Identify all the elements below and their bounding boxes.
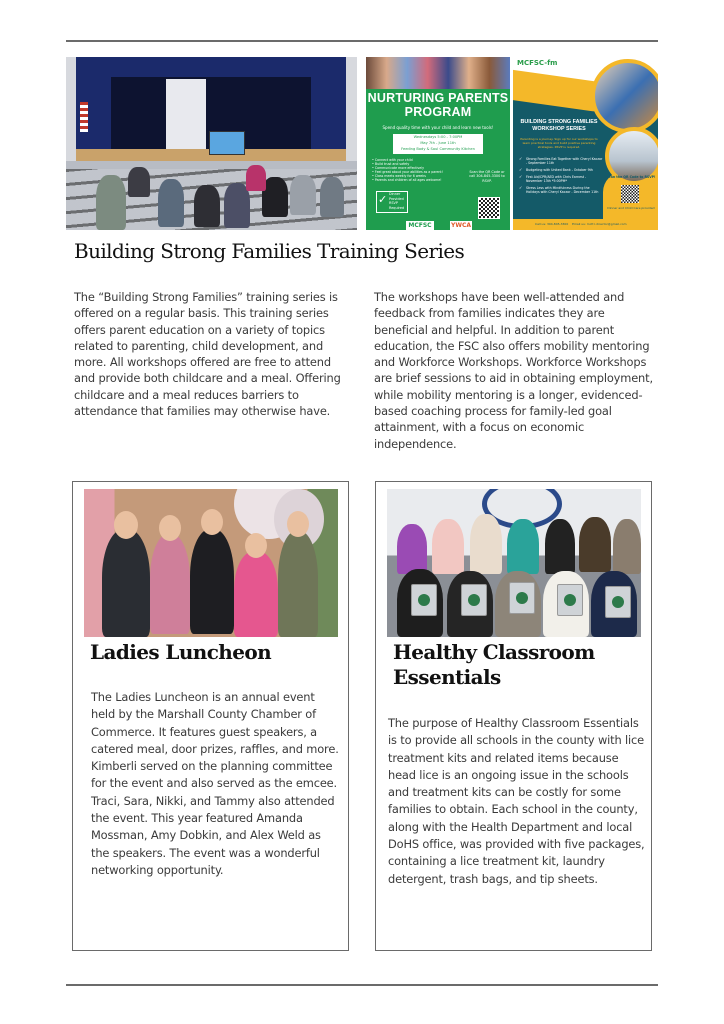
healthy-classroom-photo <box>387 489 641 637</box>
top-divider <box>66 40 658 42</box>
person <box>545 519 575 574</box>
flyer-title-line: PROGRAM <box>404 105 472 119</box>
workshop-intro: Parenting is a journey. Sign up for our workshops to learn practical tools and build positive parenting strategies. RSVP is required. <box>520 137 598 149</box>
person <box>278 531 318 637</box>
person <box>613 519 641 574</box>
flyer-bullet: • Communicate more effectively <box>372 166 425 170</box>
flyer-subtitle: Spend quality time with your child and learn new tools! <box>382 125 494 130</box>
presentation-screen <box>209 131 245 155</box>
children-photo <box>366 57 510 89</box>
person <box>150 534 190 634</box>
flyer-bullet: • Parents and children of all ages welcome! <box>372 178 442 182</box>
person-head <box>114 511 138 539</box>
flyer-bullet: • Class meets weekly for 6 weeks <box>372 174 426 178</box>
qr-code-icon <box>621 185 639 203</box>
healthy-classroom-card <box>375 481 652 951</box>
stage-wall <box>166 79 206 149</box>
section-title: Building Strong Families Training Series <box>74 239 465 263</box>
ywca-logo: YWCA <box>450 222 471 229</box>
attendee <box>96 175 126 230</box>
attendee <box>246 165 266 191</box>
ladies-luncheon-photo <box>84 489 338 637</box>
bullet-text: Feel great about your abilities as a parent! <box>374 170 443 174</box>
schedule-line: Feeding Body & Soul Community Kitchen <box>401 147 475 151</box>
person <box>432 519 464 574</box>
qr-code-icon <box>478 197 500 219</box>
workshop-title-line: WORKSHOP SERIES <box>532 125 586 132</box>
person <box>190 529 234 634</box>
workshop-item: ✓ Budgeting with United Bank - October 9th <box>519 168 603 172</box>
attendee <box>128 167 150 197</box>
mcfsc-logo: MCFSC-fm <box>517 59 558 67</box>
flyer-title-line: NURTURING PARENTS <box>367 91 509 105</box>
schedule-line: Wednesdays 5:00 - 7:00PM <box>413 135 463 139</box>
scan-instructions: Scan the QR Code or call 304-845-3300 to RSVP. <box>469 170 505 183</box>
person <box>397 524 427 574</box>
workshop-item: ✓ First Aid/CPR/AED with Chris Earnest - November 13th *5:00PM* <box>519 175 603 183</box>
nurturing-parents-flyer <box>366 57 510 230</box>
attendee <box>158 179 184 227</box>
lice-kit-bag <box>509 582 535 614</box>
flyer-bullet: • Feel great about your abilities as a parent! <box>372 170 443 174</box>
contact-footer <box>513 219 658 230</box>
card-title: Ladies Luncheon <box>90 640 272 664</box>
workshop-list <box>519 157 603 197</box>
ladies-luncheon-card <box>72 481 349 951</box>
lice-kit-bag <box>557 584 583 616</box>
flag <box>80 102 88 132</box>
attendee <box>320 177 344 217</box>
person-head <box>287 511 309 537</box>
person <box>579 517 611 572</box>
person <box>102 529 150 637</box>
person <box>507 519 539 574</box>
workshop-series-flyer <box>513 57 658 230</box>
flyer-bullet-list <box>372 158 462 182</box>
auditorium-photo <box>66 57 357 230</box>
card-title: Healthy Classroom Essentials <box>393 640 595 689</box>
card-body: The Ladies Luncheon is an annual event held by the Marshall County Chamber of Commerce. It features guest speakers, a catered meal, door prizes, raffles, and more. Kimberli served on the planning committee for the event and also served as the emcee. Traci, Sara, Nikki, and Tammy also attended the event. This year featured Amanda Mossman, Amy Dobkin, and Alex Weld as the speakers. The event was a wonderful networking opportunity. <box>91 690 339 877</box>
workshop-item: ✓ Stress Less with Mindfulness During the Holidays with Cheryl Kaczor - December 11th <box>519 186 603 194</box>
mcfsc-logo: MCFSC <box>406 221 434 230</box>
bottom-divider <box>66 984 658 986</box>
bullet-text: Parents and children of all ages welcome! <box>374 178 442 182</box>
attendee <box>194 185 220 227</box>
care-note: Dinner and Child Care provided <box>607 206 655 210</box>
person-head <box>159 515 181 541</box>
flyer-title <box>366 91 510 119</box>
card-body: The purpose of Healthy Classroom Essentials is to provide all schools in the county with lice treatment kits and related items because head lice is an ongoing issue in the schools and treatment kits can be costly for some families to obtain. Each school in the county, along with the Health Department and local DoHS office, was provided with five packages, containing a lice treatment kit, laundry detergent, trash bags, and tip sheets. <box>388 716 645 886</box>
lice-kit-bag <box>411 584 437 616</box>
person <box>470 514 502 574</box>
bullet-text: Connect with your child <box>374 158 413 162</box>
dinner-rsvp-checkbox-note: ✓ Dinner Provided RSVP Required <box>376 191 408 213</box>
person-head <box>201 509 223 535</box>
attendee <box>290 175 316 215</box>
bullet-text: Class meets weekly for 6 weeks <box>374 174 426 178</box>
person <box>234 551 278 637</box>
workshop-title-line: BUILDING STRONG FAMILIES <box>520 119 598 125</box>
rsvp-note: Scan the QR Code to RSVP! <box>606 175 656 179</box>
schedule-banner <box>393 134 483 154</box>
person-head <box>245 533 267 558</box>
email-contact: Email us: mcfrc.director@gmail.com <box>572 222 627 226</box>
section-paragraph-left: The “Building Strong Families” training series is offered on a regular basis. This training series offers parent education on a variety of topics related to parenting, child development, and more. All workshops offered are free to attend and provide both childcare and a meal. Offering childcare and a meal reduces barriers to attendance that families may otherwise have. <box>74 290 341 419</box>
lice-kit-bag <box>605 586 631 618</box>
phone-contact: Call us: 304-845-3300 <box>535 222 569 226</box>
lice-kit-bag <box>461 584 487 616</box>
flyer-bullet: • Connect with your child <box>372 158 413 162</box>
section-paragraph-right: The workshops have been well-attended and feedback from families indicates they are beneficial and helpful. In addition to parent education, the FSC also offers mobility mentoring and Workforce Workshops. Workforce Workshops are brief sessions to aid in obtaining employment, while mobility mentoring is a longer, evidenced-based coaching process for family-led goal attainment, with a focus on economic independence. <box>374 290 653 451</box>
workshop-title <box>515 119 603 132</box>
bullet-text: Communicate more effectively <box>374 166 425 170</box>
workshop-item: ✓ Strong Families Eat Together with Cheryl Kaczor - September 11th <box>519 157 603 165</box>
bullet-text: Build trust and safety <box>374 162 410 166</box>
schedule-line: May 7th - June 11th <box>420 141 456 145</box>
flyer-bullet: • Build trust and safety <box>372 162 410 166</box>
